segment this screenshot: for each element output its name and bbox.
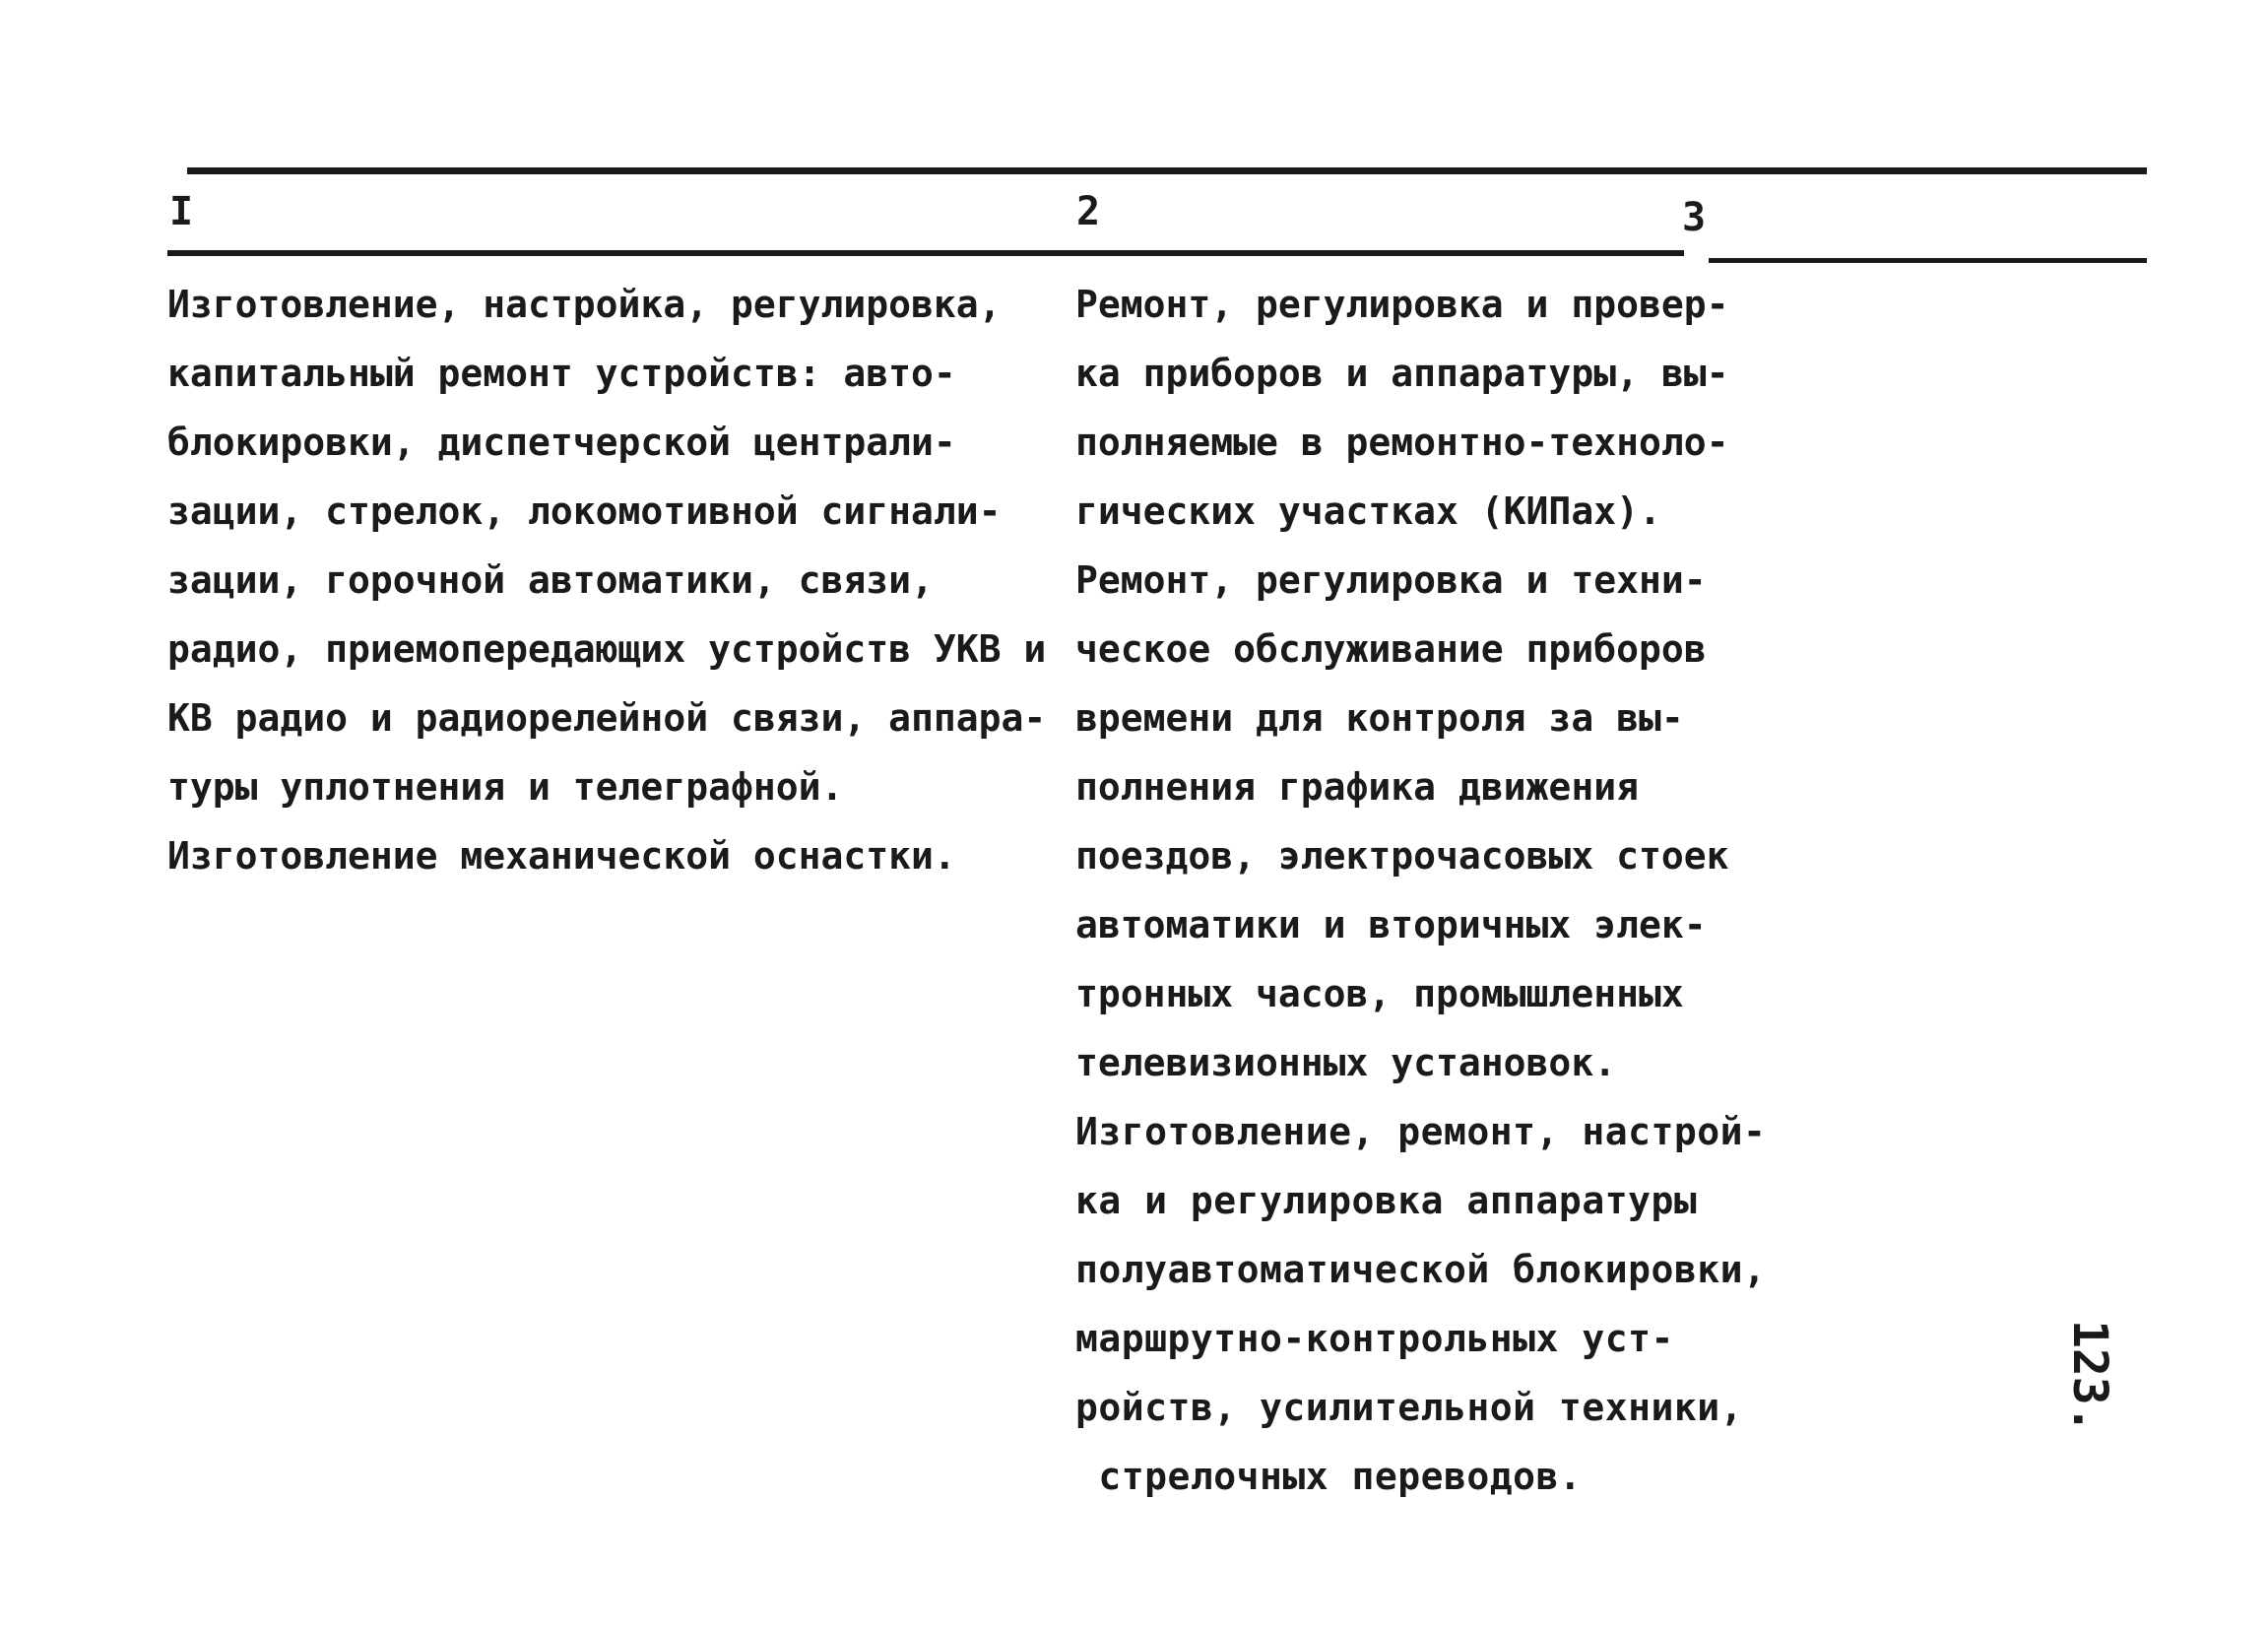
column-2-line: ческое обслуживание приборов [1075, 627, 1707, 671]
column-2-line: гических участках (КИПах). [1075, 489, 1661, 533]
header-rule-right [1709, 258, 2147, 263]
column-2-line: ка и регулировка аппаратуры [1075, 1179, 1698, 1222]
column-2-line: Изготовление, ремонт, настрой- [1075, 1110, 1767, 1153]
column-2-text [1075, 270, 1766, 1511]
column-number-3: 3 [1682, 195, 1707, 240]
column-1-line: радио, приемопередающих устройств УКВ и [167, 627, 1047, 671]
column-number-1: I [169, 189, 194, 234]
column-2-line: Ремонт, регулировка и техни- [1075, 558, 1707, 602]
column-2-line: телевизионных установок. [1075, 1041, 1617, 1084]
column-2-line: маршрутно-контрольных уст- [1075, 1317, 1674, 1360]
page-number: 123. [2062, 1320, 2117, 1434]
column-2-line: автоматики и вторичных элек- [1075, 903, 1707, 946]
column-2-line: полнения графика движения [1075, 765, 1639, 809]
table-top-rule [187, 167, 2147, 174]
column-2-line: ка приборов и аппаратуры, вы- [1075, 352, 1729, 395]
column-2-line: стрелочных переводов. [1075, 1455, 1583, 1498]
column-2-line: тронных часов, промышленных [1075, 972, 1684, 1015]
column-1-line: блокировки, диспетчерской централи- [167, 421, 956, 464]
column-1-line: зации, горочной автоматики, связи, [167, 558, 934, 602]
column-2-line: Ремонт, регулировка и провер- [1075, 283, 1729, 326]
column-number-2: 2 [1076, 189, 1101, 234]
column-2-line: времени для контроля за вы- [1075, 696, 1684, 740]
column-1-line: Изготовление, настройка, регулировка, [167, 283, 1002, 326]
column-2-line: поездов, электрочасовых стоек [1075, 834, 1729, 878]
column-1-line: капитальный ремонт устройств: авто- [167, 352, 956, 395]
column-1-text [167, 270, 1046, 890]
column-2-line: ройств, усилительной техники, [1075, 1386, 1743, 1429]
column-2-line: полуавтоматической блокировки, [1075, 1248, 1767, 1291]
column-1-line: зации, стрелок, локомотивной сигнали- [167, 489, 1002, 533]
column-1-line: Изготовление механической оснастки. [167, 834, 956, 878]
header-rule-left [167, 250, 1684, 256]
column-2-line: полняемые в ремонтно-техноло- [1075, 421, 1729, 464]
column-1-line: КВ радио и радиорелейной связи, аппара- [167, 696, 1047, 740]
column-1-line: туры уплотнения и телеграфной. [167, 765, 844, 809]
